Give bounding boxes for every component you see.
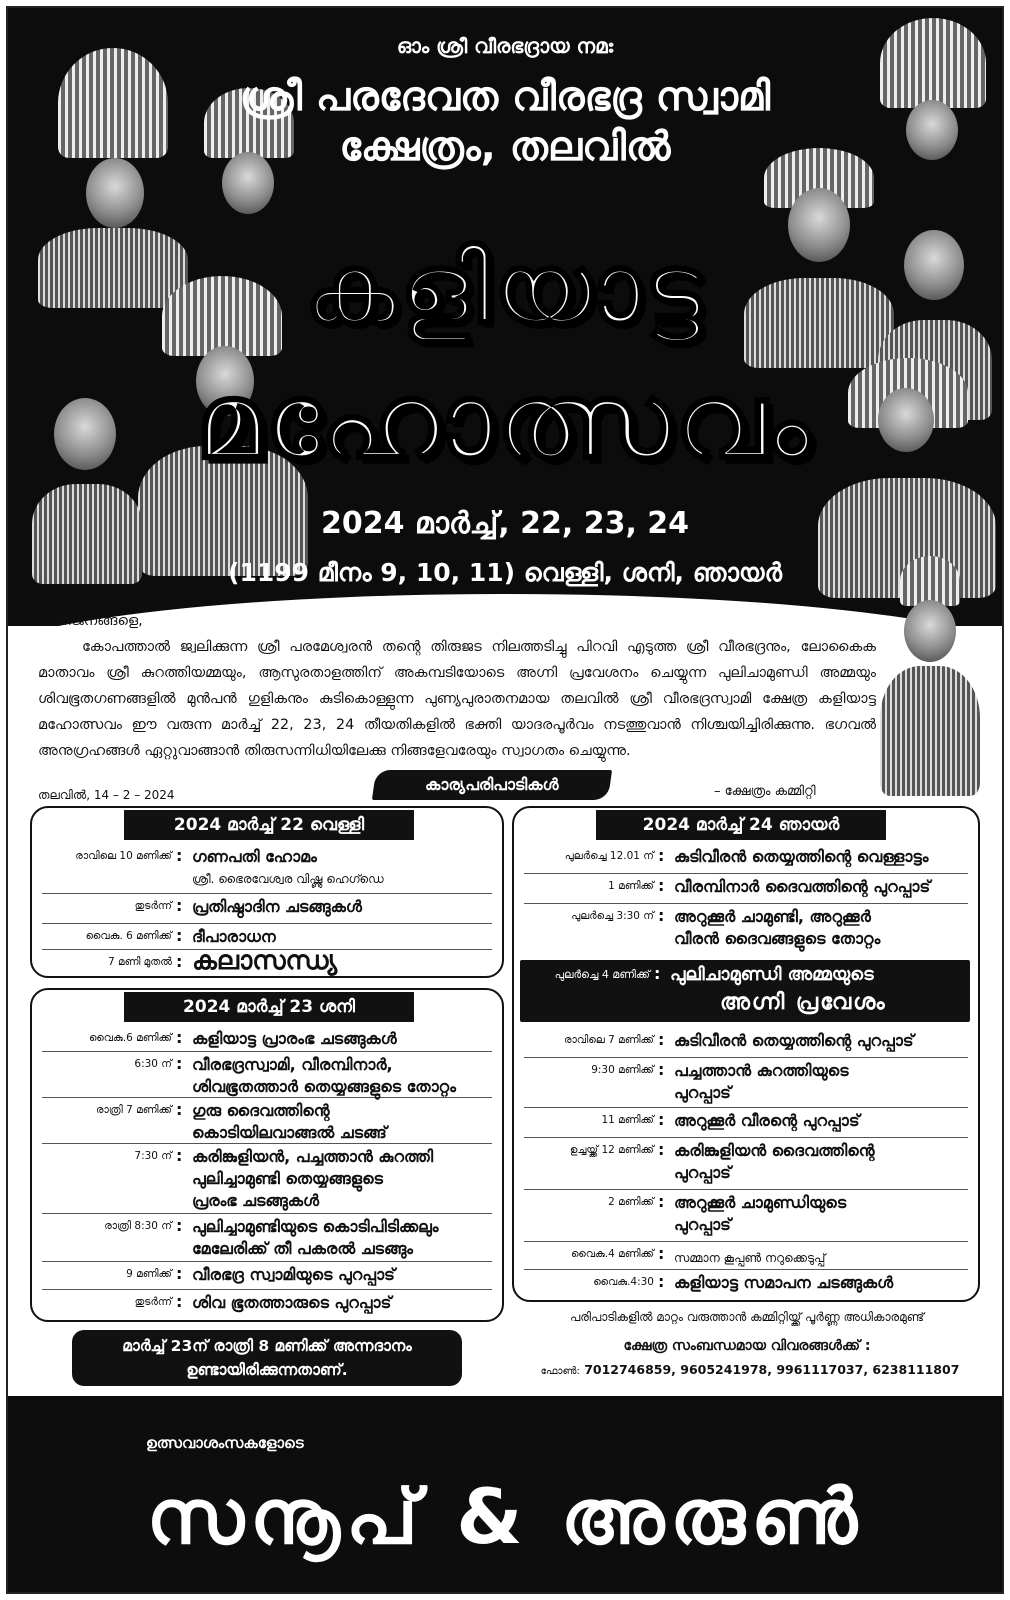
committee-signoff: – ക്ഷേത്രം കമ്മിറ്റി [714, 784, 816, 799]
festival-dates: 2024 മാർച്ച്, 22, 23, 24 [320, 506, 690, 541]
schedule-row: 11 മണിക്ക് : അറുക്കൂർ വീരന്റെ പുറപ്പാട് [524, 1108, 968, 1138]
committee-note: പരിപാടികളിൽ മാറ്റം വരുത്താൻ കമ്മിറ്റിയ്ക്ക് പൂർണ്ണ അധികാരമുണ്ട് [569, 1310, 925, 1324]
event-time: ഉച്ചയ്ക്ക് 12 മണിക്ക് [569, 1144, 654, 1156]
invitation-paragraph: കോപത്താൽ ജ്വലിക്കുന്ന ശ്രീ പരമേശ്വരൻ തന്റെ തിരുജട നിലത്തടിച്ചു പിറവി എടുത്ത ശ്രീ വീരഭദ്രനും, ലോകൈക മാതാവം ശ്രീ കുറത്തിയമ്മയും, ആസുരതാളത്തിന് അകമ്പടിയോടെ അഗ്നി പ്രവേശനം ചെയ്യുന്ന പുലിചാമുണ്ഡി അമ്മയും ശിവഭൂതഗണങ്ങളിൽ മുൻപൻ ഗുളികനും കുടികൊള്ളുന്ന പുണ്യപുരാതനമായ തലവിൽ ശ്രീ വീരഭദ്രസ്വാമി ക്ഷേത്ര കളിയാട്ട മഹോത്സവം ഈ വരുന്ന മാർച്ച് 22, 23, 24 തീയതികളിൽ ഭക്തി യാദരപൂർവം നടത്തുവാൻ നിശ്ചയിച്ചിരിക്കുന്നു. ഭഗവൽ അനുഗ്രഹങ്ങൾ ഏറ്റുവാങ്ങാൻ തിരുസന്നിധിയിലേക്കു നിങ്ങളേവരേയും സ്വാഗതം ചെയ്യുന്നു. [38, 639, 876, 759]
event-title-line-1: അറുക്കൂർ ചാമുണ്ഡിയുടെ [674, 1193, 847, 1212]
programs-banner [372, 770, 612, 800]
poster [6, 6, 1004, 1594]
event-title-line-2: പുറപ്പാട് [674, 1215, 731, 1234]
schedule-row: 9 മണിക്ക് : വീരഭദ്ര സ്വാമിയുടെ പുറപ്പാട് [42, 1262, 492, 1290]
event-title-line-2: പുറപ്പാട് [674, 1163, 731, 1182]
programs-label: കാര്യപരിപാടികൾ [425, 775, 559, 794]
annadanam-line-2: ഉണ്ടായിരിക്കുന്നതാണ്. [186, 1361, 348, 1379]
event-title: കളിയാട്ട സമാപന ചടങ്ങുകൾ [674, 1273, 894, 1292]
event-time: പുലർച്ചെ 12.01 ന് [564, 850, 654, 862]
day-1-heading: 2024 മാർച്ച് 22 വെള്ളി [124, 810, 414, 840]
invitation-text [38, 608, 876, 764]
annadanam-notice [72, 1330, 462, 1386]
event-time: വൈകു. 6 മണിക്ക് [85, 930, 172, 942]
schedule-row: ഉച്ചയ്ക്ക് 12 മണിക്ക് : കരിങ്കുളിയൻ ദൈവത്തിന്റെ പുറപ്പാട് [524, 1138, 968, 1190]
event-title: കലാസന്ധ്യ [192, 946, 338, 976]
event-title-line-1: വീരഭദ്രസ്വാമി, വീരമ്പിനാർ, [192, 1055, 393, 1074]
event-time: 11 മണിക്ക് [601, 1114, 654, 1126]
festival-title-line-1: കളിയാട്ട [305, 233, 705, 345]
phone-label: ഫോൺ: [540, 1366, 580, 1377]
day-2-heading: 2024 മാർച്ച് 23 ശനി [124, 992, 414, 1022]
festival-dates-malayalam: (1199 മീനം 9, 10, 11) വെള്ളി, ശനി, ഞായർ [228, 558, 782, 587]
event-title-line-2: പുറപ്പാട് [674, 1083, 731, 1102]
event-title-line-1: പച്ചത്താൻ കുറത്തിയുടെ [674, 1061, 849, 1080]
schedule-row: തുടർന്ന് : പ്രതിഷ്ഠാദിന ചടങ്ങുകൾ [42, 894, 492, 924]
event-time: 9:30 മണിക്ക് [591, 1064, 654, 1076]
event-title: ദീപാരാധന [192, 927, 276, 946]
event-time: 7 മണി മുതൽ [107, 956, 172, 968]
event-title-line-1: അറുക്കൂർ ചാമുണ്ടി, അറുക്കൂർ [674, 907, 871, 926]
event-subtitle: ശ്രീ. ഭൈരവേശ്വര വിഷ്ണു ഹെഗ്ഡെ [192, 872, 384, 886]
event-title [192, 1054, 492, 1098]
event-title: വീരഭദ്ര സ്വാമിയുടെ പുറപ്പാട് [192, 1265, 395, 1284]
schedule-row: 7:30 ന് : കരിങ്കുളിയൻ, പച്ചത്താൻ കുറത്തി പുലിച്ചാമുണ്ടി തെയ്യങ്ങളുടെ പ്രരംഭ ചടങ്ങുകൾ [42, 1144, 492, 1214]
event-title-line-2: പുലിച്ചാമുണ്ടി തെയ്യങ്ങളുടെ [192, 1169, 383, 1188]
sponsor-names: സനൂപ് & അരുൺ [146, 1472, 864, 1561]
schedule-row: വൈകു. 6 മണിക്ക് : ദീപാരാധന [42, 924, 492, 950]
schedule-day-2 [30, 988, 504, 1322]
event-title [192, 1146, 492, 1212]
temple-name [8, 72, 1002, 172]
schedule-row: രാവിലെ 7 മണിക്ക് : കുടിവീരൻ തെയ്യത്തിന്റെ പുറപ്പാട് [524, 1028, 968, 1058]
schedule-row: പുലർച്ചെ 3:30 ന് : അറുക്കൂർ ചാമുണ്ടി, അറുക്കൂർ വീരൻ ദൈവങ്ങളുടെ തോറ്റം [524, 904, 968, 958]
event-time: പുലർച്ചെ 4 മണിക്ക് [554, 968, 650, 981]
event-time: പുലർച്ചെ 3:30 ന് [571, 910, 654, 922]
schedule-day-1 [30, 806, 504, 978]
schedule-row: പുലർച്ചെ 12.01 ന് : കുടിവീരൻ തെയ്യത്തിന്റെ വെള്ളാട്ടം [524, 844, 968, 874]
sponsor-footer [8, 1396, 1002, 1592]
event-time: 1 മണിക്ക് [608, 880, 654, 892]
schedule-row: 6:30 ന് : വീരഭദ്രസ്വാമി, വീരമ്പിനാർ, ശിവഭൂതത്താർ തെയ്യങ്ങളുടെ തോറ്റം [42, 1052, 492, 1098]
schedule-row: വൈകു.6 മണിക്ക് : കളിയാട്ട പ്രാരംഭ ചടങ്ങുകൾ [42, 1026, 492, 1052]
event-time: 6:30 ന് [134, 1058, 172, 1070]
event-title-line-1: കരിങ്കുളിയൻ, പച്ചത്താൻ കുറത്തി [192, 1147, 434, 1166]
event-title: പ്രതിഷ്ഠാദിന ചടങ്ങുകൾ [192, 897, 362, 916]
event-title: കളിയാട്ട പ്രാരംഭ ചടങ്ങുകൾ [192, 1029, 397, 1048]
header-banner [8, 8, 1002, 626]
annadanam-line-1: മാർച്ച് 23ന് രാത്രി 8 മണിക്ക് അന്നദാനം [122, 1337, 412, 1355]
event-title [674, 1060, 968, 1104]
schedule-row: 1 മണിക്ക് : വീരമ്പിനാർ ദൈവത്തിന്റെ പുറപ്പാട് [524, 874, 968, 904]
event-title: ശിവ ഭൂതത്താരുടെ പുറപ്പാട് [192, 1293, 392, 1312]
event-title [674, 906, 968, 950]
schedule-row: 2 മണിക്ക് : അറുക്കൂർ ചാമുണ്ഡിയുടെ പുറപ്പാട് [524, 1190, 968, 1242]
event-time: വൈകു.4:30 [593, 1276, 654, 1288]
event-title-line-3: പ്രരംഭ ചടങ്ങുകൾ [192, 1191, 320, 1210]
event-time: രാവിലെ 10 മണിക്ക് [75, 850, 172, 862]
event-title: അറുക്കൂർ വീരന്റെ പുറപ്പാട് [674, 1111, 860, 1130]
footer-wish: ഉത്സവാശംസകളോടെ [146, 1434, 304, 1452]
temple-name-line-1: ശ്രീ പരദേവത വീരഭദ്ര സ്വാമി [239, 74, 771, 120]
event-time: തുടർന്ന് [134, 900, 172, 912]
schedule-row: 7 മണി മുതൽ : കലാസന്ധ്യ [42, 950, 492, 976]
event-title: സമ്മാന കൂപ്പൺ നറുക്കെടുപ്പ് [674, 1251, 826, 1265]
event-title: ഗണപതി ഹോമം [192, 847, 317, 866]
event-title [192, 1216, 492, 1260]
event-title-line-1: പുലിച്ചാമുണ്ടിയുടെ കൊടിപിടിക്കലും [192, 1217, 439, 1236]
day-3-heading: 2024 മാർച്ച് 24 ഞായർ [596, 810, 886, 840]
event-time: 9 മണിക്ക് [126, 1268, 172, 1280]
event-time: രാത്രി 7 മണിക്ക് [96, 1104, 172, 1116]
event-time: തുടർന്ന് [134, 1296, 172, 1308]
schedule-row: രാത്രി 8:30 ന് : പുലിച്ചാമുണ്ടിയുടെ കൊടിപിടിക്കലും മേലേരിക്ക് തീ പകരൽ ചടങ്ങും [42, 1214, 492, 1262]
schedule-row: വൈകു.4 മണിക്ക് : സമ്മാന കൂപ്പൺ നറുക്കെടുപ്പ് [524, 1242, 968, 1270]
invocation-text: ഓം ശ്രീ വീരഭദ്രായ നമഃ [396, 34, 614, 58]
event-title: കുടിവീരൻ തെയ്യത്തിന്റെ പുറപ്പാട് [674, 1031, 914, 1050]
event-time: 2 മണിക്ക് [608, 1196, 654, 1208]
event-title-line-2: കൊടിയിലവാങ്ങൽ ചടങ്ങ് [192, 1123, 387, 1142]
event-time: വൈകു.4 മണിക്ക് [570, 1248, 654, 1260]
event-title-line-1: കരിങ്കുളിയൻ ദൈവത്തിന്റെ [674, 1141, 875, 1160]
event-title-line-2: ശിവഭൂതത്താർ തെയ്യങ്ങളുടെ തോറ്റം [192, 1077, 456, 1096]
event-title [674, 1140, 968, 1184]
event-title-line-2: വീരൻ ദൈവങ്ങളുടെ തോറ്റം [674, 929, 881, 948]
event-title [674, 1192, 968, 1236]
event-title-line-1: പുലിചാമുണ്ഡി അമ്മയുടെ [670, 964, 874, 985]
event-title: കുടിവീരൻ തെയ്യത്തിന്റെ വെള്ളാട്ടം [674, 847, 929, 866]
event-title-line-2: അഗ്നി പ്രവേശം [720, 990, 887, 1015]
schedule-row: രാവിലെ 10 മണിക്ക് : ഗണപതി ഹോമം ശ്രീ. ഭൈരവേശ്വര വിഷ്ണു ഹെഗ്ഡെ [42, 844, 492, 894]
festival-title-line-2: മഹോത്സവം [195, 360, 815, 482]
event-title-line-2: മേലേരിക്ക് തീ പകരൽ ചടങ്ങും [192, 1239, 413, 1258]
schedule-row: രാത്രി 7 മണിക്ക് : ഗുരു ദൈവത്തിന്റെ കൊടിയിലവാങ്ങൽ ചടങ്ങ് [42, 1098, 492, 1144]
event-title-line-1: ഗുരു ദൈവത്തിന്റെ [192, 1101, 330, 1120]
contact-phones [520, 1362, 980, 1377]
phone-numbers: 7012746859, 9605241978, 9961117037, 6238111807 [584, 1362, 960, 1377]
agni-pravesham-highlight: പുലർച്ചെ 4 മണിക്ക് : പുലിചാമുണ്ഡി അമ്മയുടെ അഗ്നി പ്രവേശം [520, 960, 970, 1022]
schedule-row: വൈകു.4:30 : കളിയാട്ട സമാപന ചടങ്ങുകൾ [524, 1270, 968, 1298]
contact-title: ക്ഷേത്ര സംബന്ധമായ വിവരങ്ങൾക്ക് : [623, 1338, 871, 1354]
schedule-row: തുടർന്ന് : ശിവ ഭൂതത്താരുടെ പുറപ്പാട് [42, 1290, 492, 1318]
temple-name-line-2: ക്ഷേത്രം, തലവിൽ [339, 124, 671, 170]
event-title [192, 1100, 492, 1144]
event-title: വീരമ്പിനാർ ദൈവത്തിന്റെ പുറപ്പാട് [674, 877, 931, 896]
schedule-day-3 [512, 806, 980, 1302]
place-date: തലവിൽ, 14 – 2 – 2024 [38, 788, 175, 802]
event-time: രാവിലെ 7 മണിക്ക് [563, 1034, 654, 1046]
theyyam-performer-image-side [870, 556, 990, 796]
event-time: വൈകു.6 മണിക്ക് [88, 1032, 172, 1044]
event-time: 7:30 ന് [134, 1150, 172, 1162]
event-time: രാത്രി 8:30 ന് [104, 1220, 172, 1232]
salutation: ഭക്തജനങ്ങളെ, [38, 613, 143, 629]
schedule-row: 9:30 മണിക്ക് : പച്ചത്താൻ കുറത്തിയുടെ പുറപ്പാട് [524, 1058, 968, 1108]
